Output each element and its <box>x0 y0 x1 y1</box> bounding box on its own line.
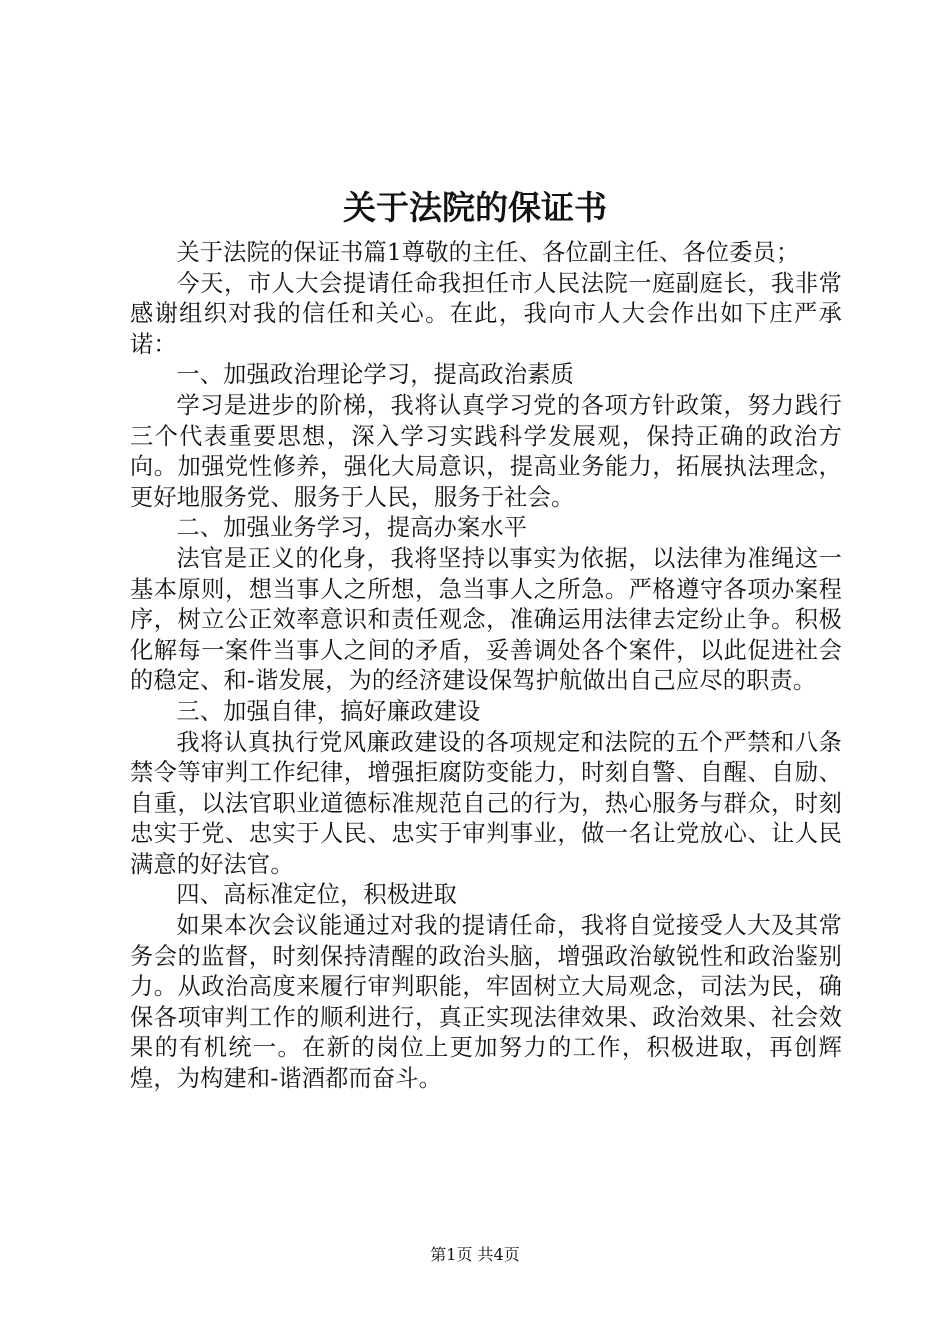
paragraph-section-1: 学习是进步的阶梯，我将认真学习党的各项方针政策，努力践行三个代表重要思想，深入学习实践科学发展观，保持正确的政治方向。加强党性修养，强化大局意识，提高业务能力，拓展执法理念，更好地服务党、服务于人民，服务于社会。 <box>130 391 842 511</box>
section-heading-1: 一、加强政治理论学习，提高政治素质 <box>176 361 574 389</box>
document-title: 关于法院的保证书 <box>343 188 607 227</box>
section-heading-4: 四、高标准定位，积极进取 <box>176 881 458 909</box>
section-heading-2: 二、加强业务学习，提高办案水平 <box>176 514 528 542</box>
paragraph-section-3: 我将认真执行党风廉政建设的各项规定和法院的五个严禁和八条禁令等审判工作纪律，增强拒腐防变能力，时刻自警、自醒、自励、自重，以法官职业道德标准规范自己的行为，热心服务与群众，时刻忠实于党、忠实于人民、忠实于审判事业，做一名让党放心、让人民满意的好法官。 <box>130 728 842 878</box>
paragraph-salutation: 关于法院的保证书篇1尊敬的主任、各位副主任、各位委员； <box>176 239 800 266</box>
page-number-footer: 第1页 共4页 <box>430 1245 520 1264</box>
paragraph-section-2: 法官是正义的化身，我将坚持以事实为依据，以法律为准绳这一基本原则，想当事人之所想，急当事人之所急。严格遵守各项办案程序，树立公正效率意识和责任观念，准确运用法律去定纷止争。积极化解每一案件当事人之间的矛盾，妥善调处各个案件，以此促进社会的稳定、和-谐发展，为的经济建设保驾护航做出自己应尽的职责。 <box>130 544 842 695</box>
document-body <box>130 238 842 1095</box>
paragraph-intro: 今天，市人大会提请任命我担任市人民法院一庭副庭长，我非常感谢组织对我的信任和关心。在此，我向市人大会作出如下庄严承诺： <box>130 269 842 358</box>
paragraph-section-4: 如果本次会议能通过对我的提请任命，我将自觉接受人大及其常务会的监督，时刻保持清醒的政治头脑，增强政治敏锐性和政治鉴别力。从政治高度来履行审判职能，牢固树立大局观念，司法为民，确保各项审判工作的顺利进行，真正实现法律效果、政治效果、社会效果的有机统一。在新的岗位上更加努力的工作，积极进取，再创辉煌，为构建和-谐酒都而奋斗。 <box>130 912 842 1093</box>
section-heading-3: 三、加强自律，搞好廉政建设 <box>176 697 481 725</box>
